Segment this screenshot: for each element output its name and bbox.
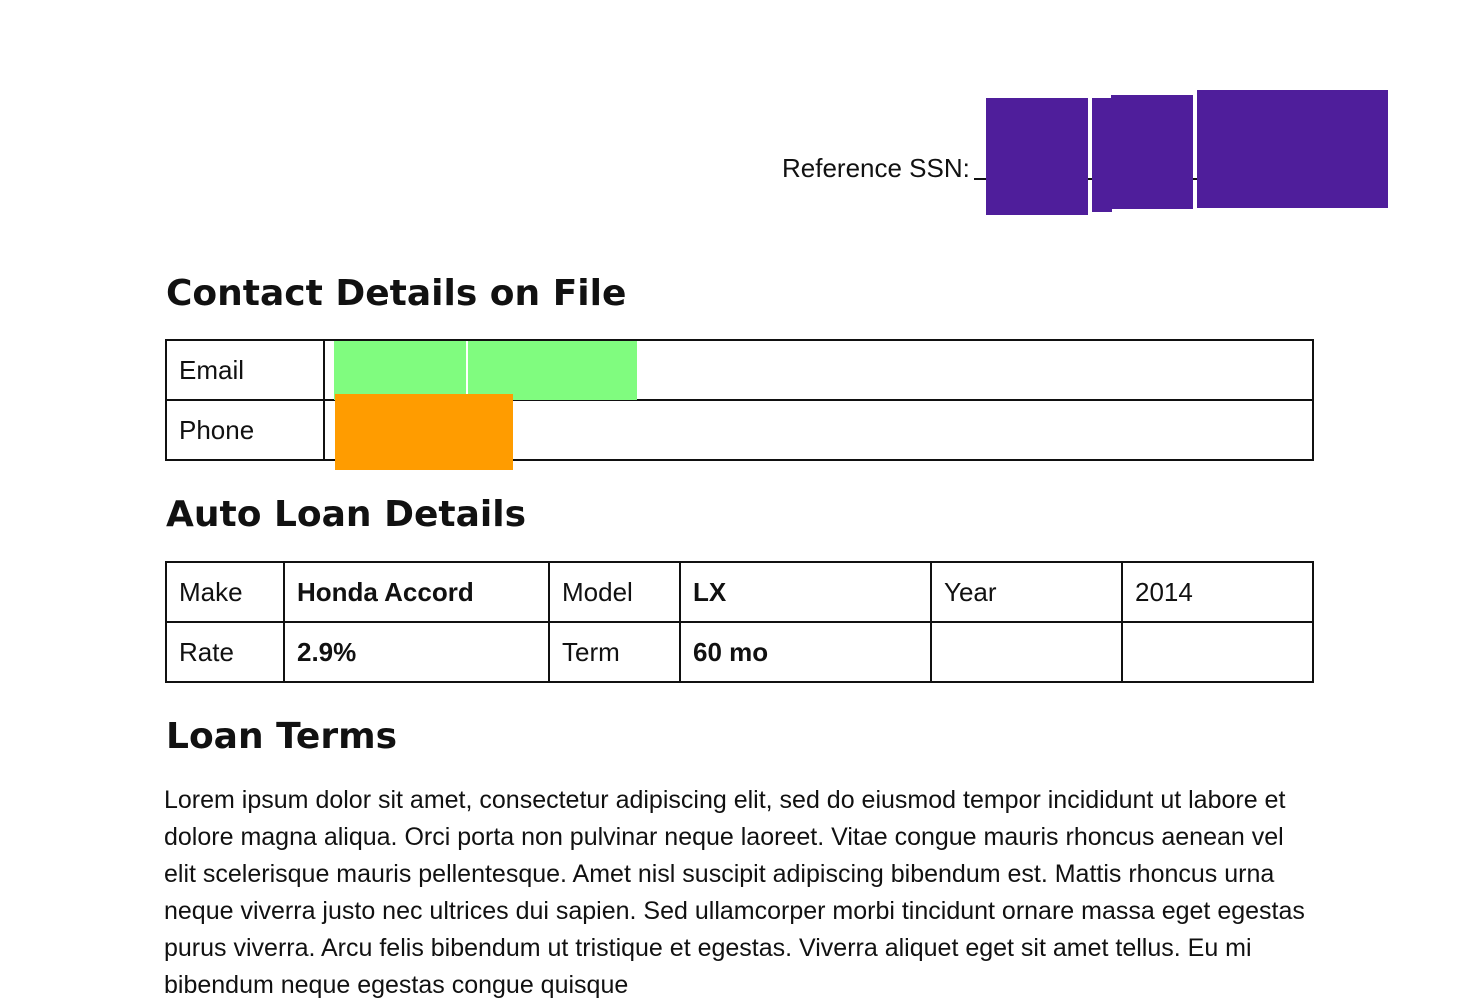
phone-redaction-block (335, 394, 513, 470)
rate-label: Rate (166, 622, 284, 682)
contact-details-heading: Contact Details on File (166, 273, 627, 314)
ssn-redaction-block (1092, 98, 1112, 212)
term-label: Term (549, 622, 680, 682)
ssn-redaction-block (1111, 95, 1193, 209)
model-value: LX (680, 562, 931, 622)
table-row (166, 622, 1313, 682)
loan-terms-paragraph: Lorem ipsum dolor sit amet, consectetur adipiscing elit, sed do eiusmod tempor incididunt ut labore et dolore magna aliqua. Orci porta non pulvinar neque laoreet. Vitae congue mauris rhoncus aenean vel elit scelerisque mauris pellentesque. Amet nisl suscipit adipiscing bibendum est. Mattis rhoncus urna neque viverra justo nec ultrices dui sapien. Sed ullamcorper morbi tincidunt ornare massa eget egestas purus viverra. Arcu felis bibendum ut tristique et egestas. Viverra aliquet eget sit amet tellus. Eu mi bibendum neque egestas congue quisque (164, 786, 1305, 999)
auto-loan-table (165, 561, 1314, 683)
auto-loan-heading: Auto Loan Details (166, 494, 526, 535)
model-label: Model (549, 562, 680, 622)
empty-cell (1122, 622, 1313, 682)
table-row (166, 562, 1313, 622)
ssn-redaction-block (1197, 90, 1388, 208)
ssn-redaction-block (986, 98, 1088, 215)
rate-value: 2.9% (284, 622, 549, 682)
loan-terms-heading: Loan Terms (166, 716, 398, 757)
email-redaction-block (468, 341, 637, 400)
email-redaction-block (334, 341, 466, 400)
make-value: Honda Accord (284, 562, 549, 622)
year-label: Year (931, 562, 1122, 622)
empty-cell (931, 622, 1122, 682)
phone-label: Phone (166, 400, 324, 460)
reference-ssn-label: Reference SSN: (782, 153, 970, 183)
make-label: Make (166, 562, 284, 622)
year-value: 2014 (1122, 562, 1313, 622)
email-label: Email (166, 340, 324, 400)
term-value: 60 mo (680, 622, 931, 682)
